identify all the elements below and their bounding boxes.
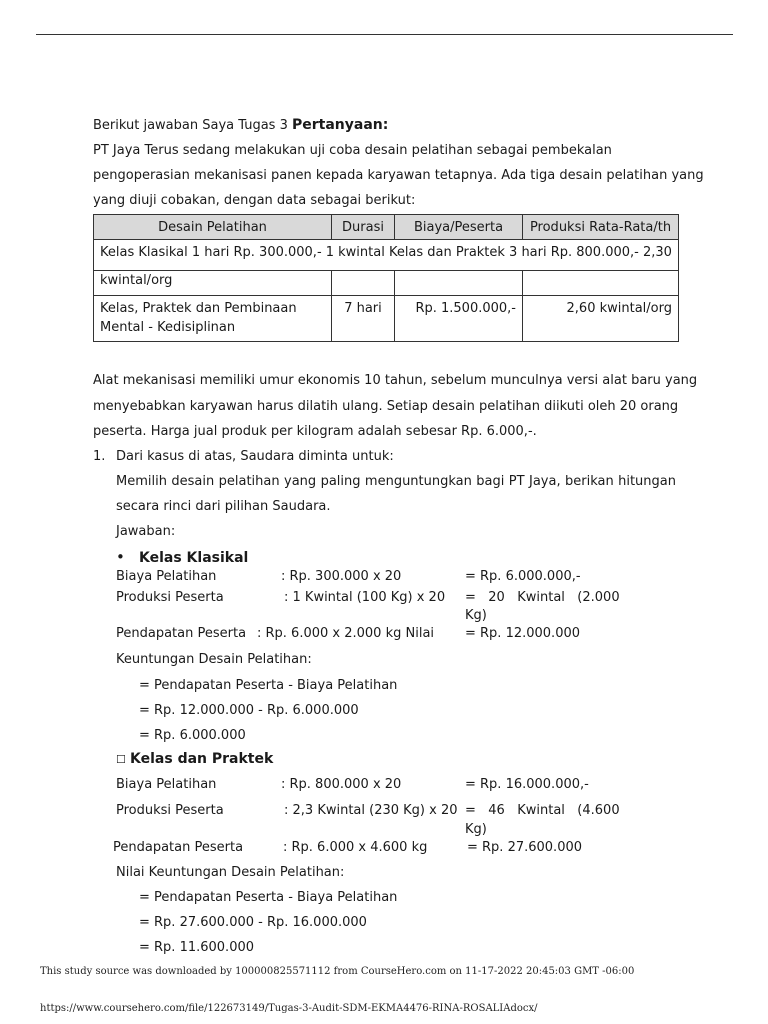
- download-source-note: This study source was downloaded by 100000825571112 from CourseHero.com on 11-17-2022 20:45:03 GMT -06:00: [40, 966, 635, 977]
- s2-biaya-calc: : Rp. 800.000 x 20: [281, 777, 402, 792]
- s1-produksi-result-cont: Kg): [465, 608, 487, 623]
- s2-biaya-result: = Rp. 16.000.000,-: [465, 777, 589, 792]
- s2-produksi-calc: : 2,3 Kwintal (230 Kg) x 20: [284, 803, 458, 818]
- table-word: dan: [427, 245, 452, 260]
- section1-heading: [116, 548, 248, 566]
- s2-produksi-label: Produksi Peserta: [116, 803, 224, 818]
- bullet-icon: •: [116, 548, 125, 566]
- s1-pendapatan-calc: : Rp. 6.000 x 2.000 kg Nilai: [257, 626, 435, 641]
- intro-line-2: pengoperasian mekanisasi panen kepada karyawan tetapnya. Ada tiga desain pelatihan yang: [93, 168, 704, 183]
- intro-lead: [93, 117, 388, 133]
- table-word: hari: [521, 245, 547, 260]
- s1-biaya-result: = Rp. 6.000.000,-: [465, 569, 581, 584]
- table-word: Praktek: [455, 245, 505, 260]
- table-merged-cell: [94, 240, 679, 271]
- table-cell-design: [94, 296, 332, 342]
- table-header-cell: Durasi: [332, 215, 395, 240]
- s1-biaya-calc: : Rp. 300.000 x 20: [281, 569, 402, 584]
- intro-lead-bold: Pertanyaan:: [292, 117, 389, 133]
- table-merged-row-text: [100, 242, 672, 260]
- s2-pendapatan-result: = Rp. 27.600.000: [467, 840, 583, 855]
- table-row: [94, 271, 679, 296]
- para2-line-2: menyebabkan karyawan harus dilatih ulang. Setiap desain pelatihan diikuti oleh 20 orang: [93, 399, 679, 414]
- section2-title: Kelas dan Praktek: [130, 751, 274, 767]
- s2-biaya-label: Biaya Pelatihan: [116, 777, 217, 792]
- s2-produksi-result: = 46 Kwintal (4.600: [465, 803, 620, 818]
- header-rule: [36, 34, 733, 35]
- table-cell-line: Kelas, Praktek dan Pembinaan: [100, 301, 297, 316]
- section2-heading: [116, 751, 273, 767]
- s2-produksi-result-cont: Kg): [465, 822, 487, 837]
- table-cell-empty: [395, 271, 523, 296]
- table-word: Rp.: [550, 245, 573, 260]
- s1-produksi-calc: : 1 Kwintal (100 Kg) x 20: [284, 590, 446, 605]
- s1-formula: = Pendapatan Peserta - Biaya Pelatihan: [139, 678, 398, 693]
- table-row: [94, 240, 679, 271]
- para2-line-3: peserta. Harga jual produk per kilogram adalah sebesar Rp. 6.000,-.: [93, 424, 537, 439]
- table-cell-production: 2,60 kwintal/org: [523, 296, 679, 342]
- training-design-table: [93, 214, 679, 342]
- s2-keuntungan-label: Nilai Keuntungan Desain Pelatihan:: [116, 865, 345, 880]
- section1-title: Kelas Klasikal: [139, 550, 249, 566]
- s2-pendapatan-label: Pendapatan Peserta: [113, 840, 244, 855]
- question-task-line-1: Memilih desain pelatihan yang paling menguntungkan bagi PT Jaya, berikan hitungan: [116, 474, 676, 489]
- table-word: kwintal: [338, 245, 385, 260]
- table-row: [94, 296, 679, 342]
- s2-pendapatan-calc: : Rp. 6.000 x 4.600 kg: [283, 840, 428, 855]
- table-cell: kwintal/org: [94, 271, 332, 296]
- intro-line-3: yang diuji cobakan, dengan data sebagai berikut:: [93, 193, 416, 208]
- table-word: 2,30: [642, 245, 672, 260]
- table-cell-empty: [332, 271, 395, 296]
- s2-formula: = Pendapatan Peserta - Biaya Pelatihan: [139, 890, 398, 905]
- table-header-cell: Biaya/Peserta: [395, 215, 523, 240]
- table-word: 3: [509, 245, 518, 260]
- question-number: 1.: [93, 449, 106, 464]
- table-word: Kelas: [100, 245, 135, 260]
- question-task-line-2: secara rinci dari pilihan Saudara.: [116, 499, 331, 514]
- table-word: 800.000,-: [576, 245, 639, 260]
- source-url: https://www.coursehero.com/file/122673149/Tugas-3-Audit-SDM-EKMA4476-RINA-ROSALIAdocx/: [40, 1003, 538, 1014]
- table-word: 1: [191, 245, 201, 260]
- answer-label: Jawaban:: [116, 524, 176, 539]
- s1-pendapatan-label: Pendapatan Peserta: [116, 626, 247, 641]
- missing-glyph-icon: ☐: [116, 753, 126, 766]
- table-word: hari: [204, 245, 230, 260]
- table-header-cell: Produksi Rata-Rata/th: [523, 215, 679, 240]
- table-cell-line: Mental - Kedisiplinan: [100, 320, 236, 335]
- table-cell-empty: [523, 271, 679, 296]
- table-word: Rp. 300.000,-: [233, 245, 322, 260]
- s1-produksi-result: = 20 Kwintal (2.000: [465, 590, 620, 605]
- s2-result: = Rp. 11.600.000: [139, 940, 255, 955]
- s1-biaya-label: Biaya Pelatihan: [116, 569, 217, 584]
- para2-line-1: Alat mekanisasi memiliki umur ekonomis 10 tahun, sebelum munculnya versi alat baru yang: [93, 373, 698, 388]
- s1-step: = Rp. 12.000.000 - Rp. 6.000.000: [139, 703, 359, 718]
- s1-produksi-label: Produksi Peserta: [116, 590, 224, 605]
- question-text: Dari kasus di atas, Saudara diminta untuk:: [116, 449, 394, 464]
- table-word: 1: [325, 245, 335, 260]
- table-header-cell: Desain Pelatihan: [94, 215, 332, 240]
- table-header-row: [94, 215, 679, 240]
- table-cell-duration: 7 hari: [332, 296, 395, 342]
- s1-result: = Rp. 6.000.000: [139, 728, 246, 743]
- table-cell-cost: Rp. 1.500.000,-: [395, 296, 523, 342]
- intro-lead-text: Berikut jawaban Saya Tugas 3: [93, 118, 288, 133]
- table-word: Kelas: [388, 245, 424, 260]
- s2-step: = Rp. 27.600.000 - Rp. 16.000.000: [139, 915, 367, 930]
- intro-line-1: PT Jaya Terus sedang melakukan uji coba desain pelatihan sebagai pembekalan: [93, 143, 612, 158]
- table-word: Klasikal: [138, 245, 188, 260]
- s1-pendapatan-result: = Rp. 12.000.000: [465, 626, 581, 641]
- s1-keuntungan-label: Keuntungan Desain Pelatihan:: [116, 652, 312, 667]
